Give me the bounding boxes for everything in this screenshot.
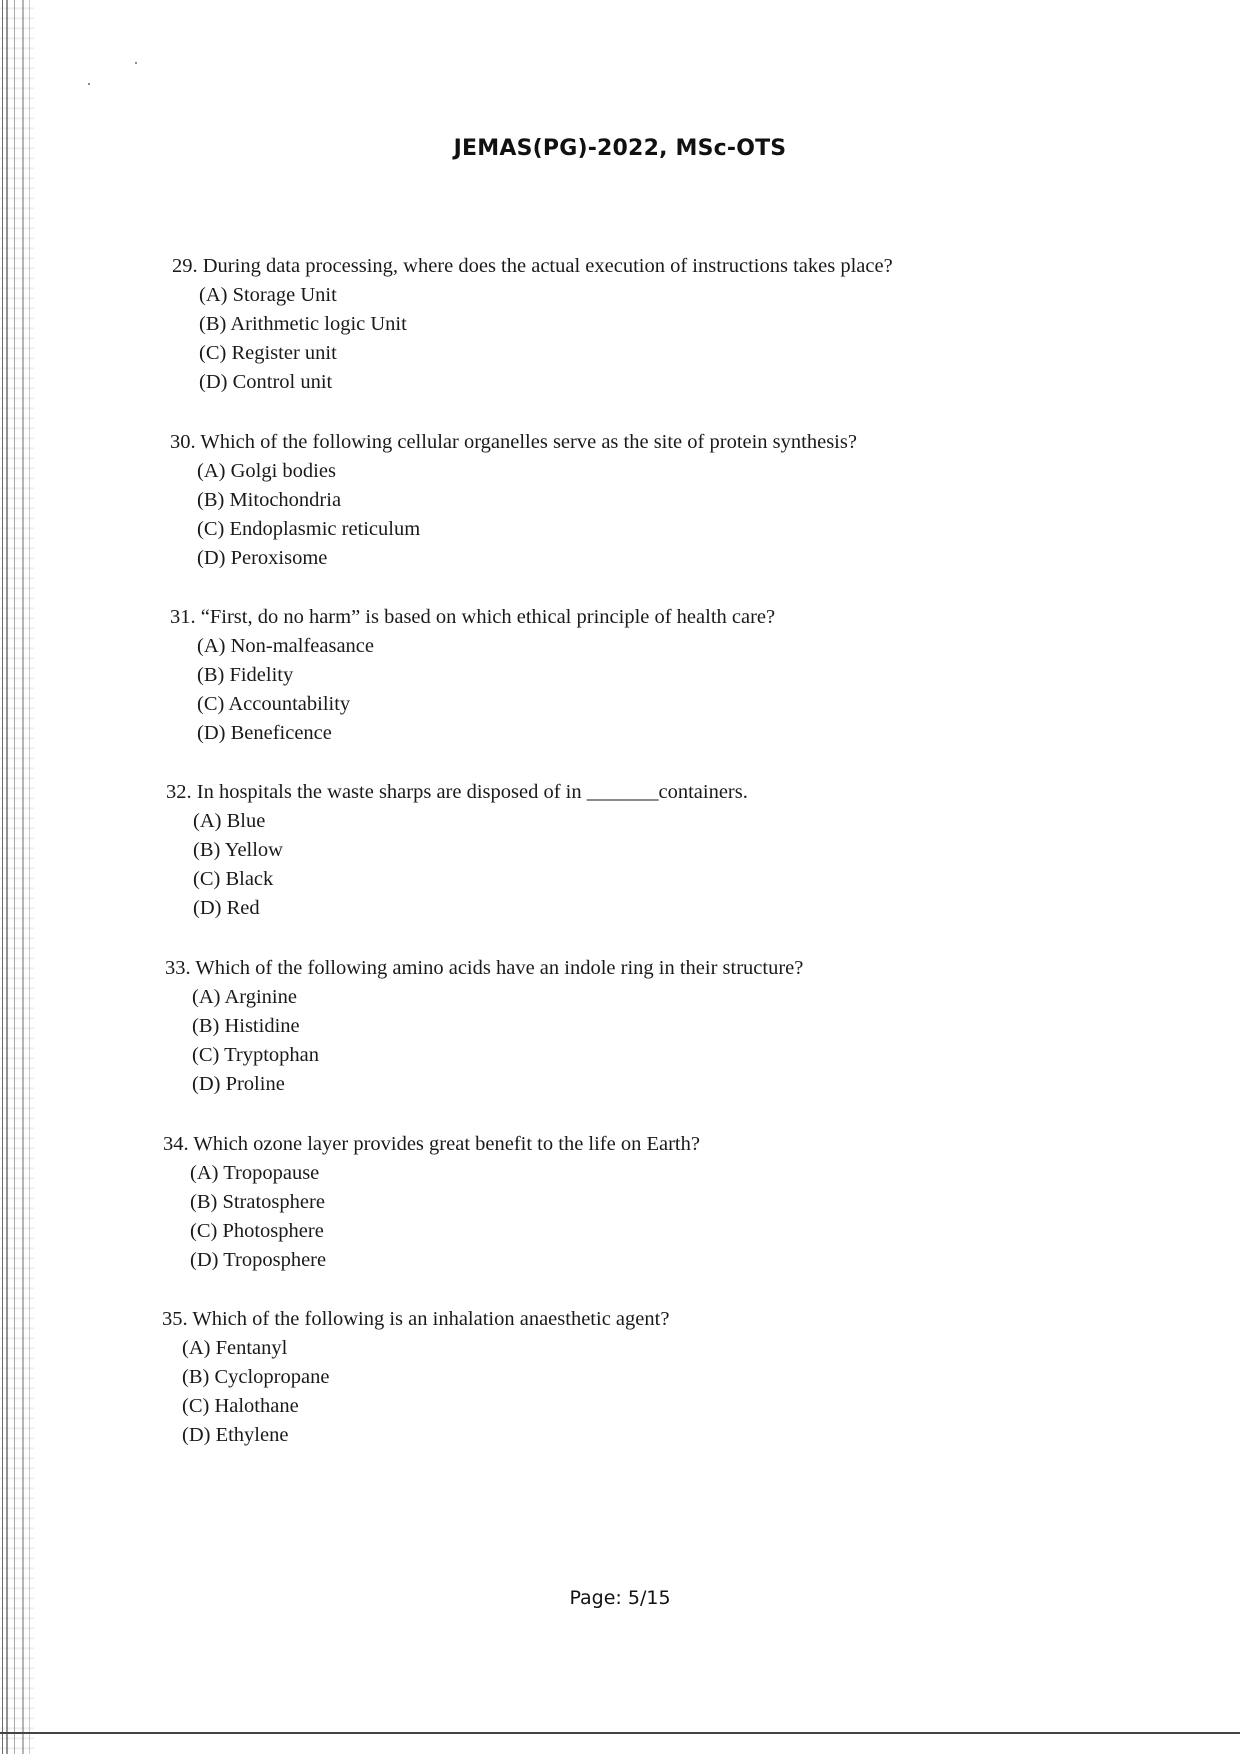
option-c: (C) Register unit: [199, 342, 337, 364]
option-list: [172, 281, 893, 397]
question-35: [162, 1305, 669, 1450]
option-c: (C) Photosphere: [190, 1220, 324, 1242]
option-list: [162, 1334, 669, 1450]
option-b: (B) Arithmetic logic Unit: [199, 313, 407, 335]
question-30: [170, 428, 857, 573]
question-text: 35. Which of the following is an inhalation anaesthetic agent?: [162, 1308, 670, 1330]
exam-title: JEMAS(PG)-2022, MSc-OTS: [453, 136, 787, 161]
option-d: (D) Proline: [192, 1073, 285, 1095]
question-text: 34. Which ozone layer provides great benefit to the life on Earth?: [163, 1133, 700, 1155]
question-32: [166, 778, 748, 923]
option-b: (B) Mitochondria: [197, 489, 342, 511]
option-a: (A) Arginine: [192, 986, 297, 1008]
option-a: (A) Blue: [193, 810, 266, 832]
question-31: [170, 603, 775, 748]
option-d: (D) Ethylene: [182, 1424, 289, 1446]
option-list: [165, 983, 803, 1099]
page-number: Page: 5/15: [569, 1587, 671, 1609]
option-a: (A) Storage Unit: [199, 284, 337, 306]
option-b: (B) Yellow: [193, 839, 283, 861]
option-b: (B) Stratosphere: [190, 1191, 325, 1213]
question-text: 32. In hospitals the waste sharps are disposed of in _______containers.: [166, 781, 748, 803]
option-c: (C) Black: [193, 868, 274, 890]
option-d: (D) Beneficence: [197, 722, 332, 744]
scan-edge-artifact: [0, 0, 34, 1754]
option-b: (B) Fidelity: [197, 664, 294, 686]
option-d: (D) Control unit: [199, 371, 333, 393]
option-a: (A) Tropopause: [190, 1162, 320, 1184]
option-c: (C) Accountability: [197, 693, 351, 715]
question-text: 31. “First, do no harm” is based on which ethical principle of health care?: [170, 606, 776, 628]
option-a: (A) Fentanyl: [182, 1337, 288, 1359]
question-33: [165, 954, 803, 1099]
option-d: (D) Red: [193, 897, 260, 919]
option-b: (B) Histidine: [192, 1015, 300, 1037]
scan-bottom-line: [0, 1732, 1240, 1734]
option-d: (D) Troposphere: [190, 1249, 327, 1271]
option-c: (C) Tryptophan: [192, 1044, 320, 1066]
option-d: (D) Peroxisome: [197, 547, 328, 569]
option-a: (A) Golgi bodies: [197, 460, 336, 482]
option-a: (A) Non-malfeasance: [197, 635, 375, 657]
option-c: (C) Endoplasmic reticulum: [197, 518, 421, 540]
question-text: 30. Which of the following cellular organelles serve as the site of protein synthesis?: [170, 431, 857, 453]
option-list: [166, 807, 748, 923]
question-text: 33. Which of the following amino acids have an indole ring in their structure?: [165, 957, 804, 979]
scan-speck: [135, 62, 137, 64]
option-c: (C) Halothane: [182, 1395, 299, 1417]
option-list: [163, 1159, 700, 1275]
option-b: (B) Cyclopropane: [182, 1366, 330, 1388]
question-text: 29. During data processing, where does the actual execution of instructions takes place?: [172, 255, 893, 277]
question-34: [163, 1130, 700, 1275]
option-list: [170, 457, 857, 573]
scan-speck: [88, 83, 90, 85]
question-29: [172, 252, 893, 397]
option-list: [170, 632, 775, 748]
